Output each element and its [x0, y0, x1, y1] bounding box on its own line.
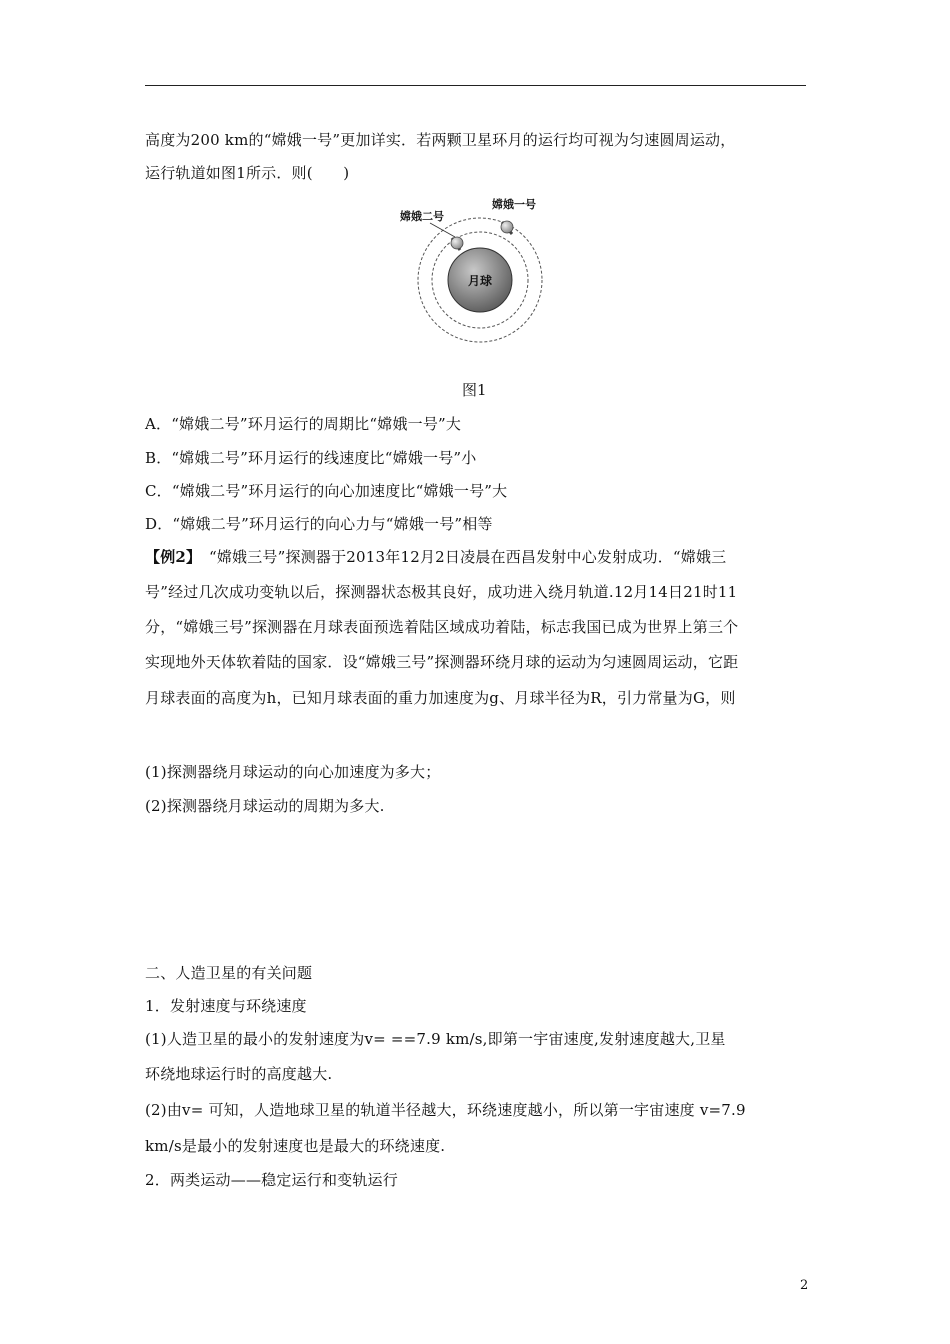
option-a: A．“嫦娥二号”环月运行的周期比“嫦娥一号”大 — [145, 415, 462, 433]
text-line: 高度为200 km的“嫦娥一号”更加详实．若两颗卫星环月的运行均可视为匀速圆周运动， — [145, 131, 736, 149]
question-1: (1)探测器绕月球运动的向心加速度为多大； — [145, 763, 441, 781]
text-line: 环绕地球运行时的高度越大. — [145, 1065, 333, 1083]
subsection-2: 2．两类运动——稳定运行和变轨运行 — [145, 1171, 398, 1189]
option-c: C．“嫦娥二号”环月运行的向心加速度比“嫦娥一号”大 — [145, 482, 508, 500]
label-chang1: 嫦娥一号 — [492, 198, 536, 211]
moon-label: 月球 — [467, 274, 493, 288]
satellite-chang2 — [451, 237, 463, 249]
text-line: 运行轨道如图1所示．则( ) — [145, 164, 350, 182]
text-line: km/s是最小的发射速度也是最大的环绕速度. — [145, 1137, 446, 1155]
question-2: (2)探测器绕月球运动的周期为多大. — [145, 797, 385, 815]
page-number: 2 — [800, 1278, 809, 1293]
text-line: 实现地外天体软着陆的国家．设“嫦娥三号”探测器环绕月球的运动为匀速圆周运动，它距 — [145, 653, 739, 671]
subsection-1: 1．发射速度与环绕速度 — [145, 997, 307, 1015]
option-b: B．“嫦娥二号”环月运行的线速度比“嫦娥一号”小 — [145, 449, 477, 467]
figure-caption: 图1 — [462, 381, 487, 399]
text-line: 分，“嫦娥三号”探测器在月球表面预选着陆区域成功着陆，标志我国已成为世界上第三个 — [145, 618, 739, 636]
text-line: (2)由v= 可知，人造地球卫星的轨道半径越大，环绕速度越小，所以第一宇宙速度 v=7.9 — [145, 1101, 746, 1119]
text-line: 号”经过几次成功变轨以后，探测器状态极其良好，成功进入绕月轨道.12月14日21时11 — [145, 583, 738, 601]
label-chang2: 嫦娥二号 — [400, 210, 444, 223]
example-tag: 【例2】 — [145, 548, 194, 566]
text-line: 月球表面的高度为h，已知月球表面的重力加速度为g、月球半径为R，引力常量为G，则 — [145, 689, 736, 707]
text-line: (1)人造卫星的最小的发射速度为v= ==7.9 km/s,即第一宇宙速度,发射速度越大,卫星 — [145, 1030, 726, 1048]
header-rule — [145, 85, 806, 86]
example-2-line: 【例2】 “嫦娥三号”探测器于2013年12月2日凌晨在西昌发射中心发射成功．“嫦娥三 — [145, 548, 727, 566]
orbit-figure — [400, 190, 560, 350]
option-d: D．“嫦娥二号”环月运行的向心力与“嫦娥一号”相等 — [145, 515, 493, 533]
section-heading: 二、人造卫星的有关问题 — [145, 964, 313, 982]
satellite-chang1 — [501, 221, 513, 233]
